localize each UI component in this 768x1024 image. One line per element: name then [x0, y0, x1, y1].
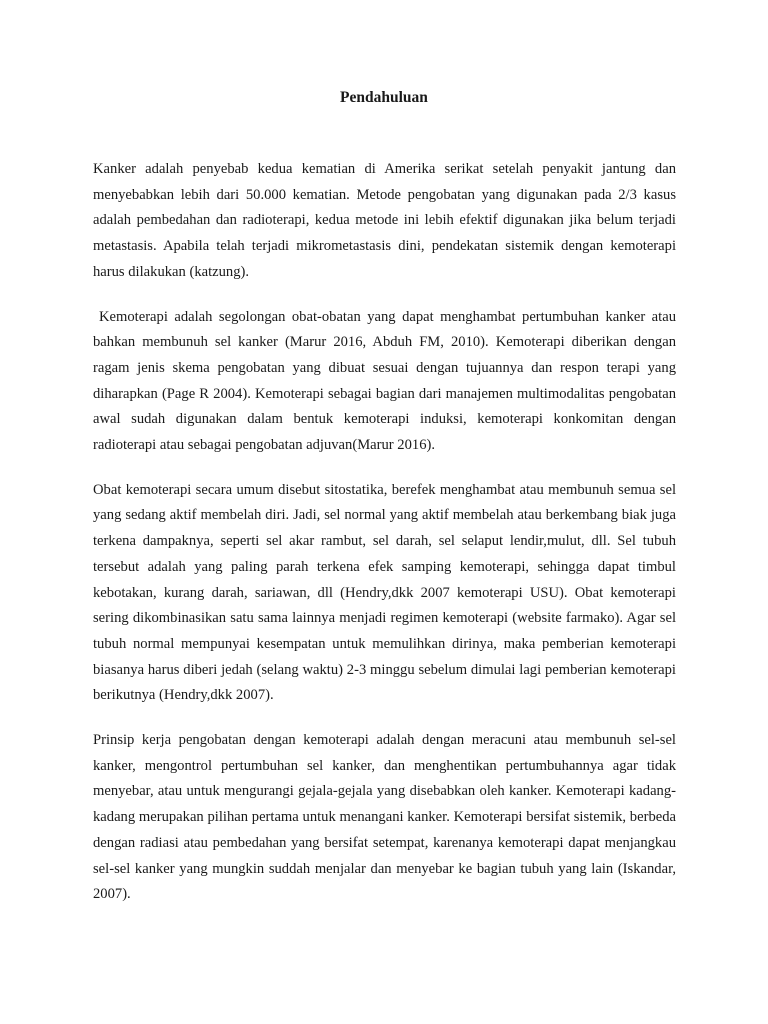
paragraph-chemotherapy-definition: Kemoterapi adalah segolongan obat-obatan yang dapat menghambat pertumbuhan kanker atau bahkan membunuh sel kanker (Marur 2016, Abduh FM, 2010). Kemoterapi diberikan dengan ragam jenis skema pengobatan yang dibuat sesuai dengan tujuannya dan respon terapi yang diharapkan (Page R 2004). Kemoterapi sebagai bagian dari manajemen multimodalitas pengobatan awal sudah digunakan dalam bentuk kemoterapi induksi, kemoterapi konkomitan dengan radioterapi atau sebagai pengobatan adjuvan(Marur 2016).: [93, 308, 676, 454]
paragraph-chemotherapy-drugs: Obat kemoterapi secara umum disebut sitostatika, berefek menghambat atau membunuh semua sel yang sedang aktif membelah diri. Jadi, sel normal yang aktif membelah atau berkembang biak juga terkena dampaknya, seperti sel akar rambut, sel darah, sel selaput lendir,mulut, dll. Sel tubuh tersebut adalah yang paling parah terkena efek samping kemoterapi, sehingga dapat timbul kebotakan, kurang darah, sariawan, dll (Hendry,dkk 2007 kemoterapi USU). Obat kemoterapi sering dikombinasikan satu sama lainnya menjadi regimen kemoterapi (website farmako). Agar sel tubuh normal mempunyai kesempatan untuk memulihkan dirinya, maka pemberian kemoterapi biasanya harus diberi jedah (selang waktu) 2-3 minggu sebelum dimulai lagi pemberian kemoterapi berikutnya (Hendry,dkk 2007).: [93, 481, 676, 704]
paragraph-chemotherapy-principle: Prinsip kerja pengobatan dengan kemoterapi adalah dengan meracuni atau membunuh sel-sel kanker, mengontrol pertumbuhan sel kanker, dan menghentikan pertumbuhannya agar tidak menyebar, atau untuk mengurangi gejala-gejala yang disebabkan oleh kanker. Kemoterapi kadang-kadang merupakan pilihan pertama untuk menangani kanker. Kemoterapi bersifat sistemik, berbeda dengan radiasi atau pembedahan yang bersifat setempat, karenanya kemoterapi dapat menjangkau sel-sel kanker yang mungkin suddah menjalar dan menyebar ke bagian tubuh yang lain (Iskandar, 2007).: [93, 732, 676, 903]
document-title: Pendahuluan: [340, 89, 428, 106]
document-body: [93, 157, 676, 927]
paragraph-introduction: Kanker adalah penyebab kedua kematian di Amerika serikat setelah penyakit jantung dan menyebabkan lebih dari 50.000 kematian. Metode pengobatan yang digunakan pada 2/3 kasus adalah pembedahan dan radioterapi, kedua metode ini lebih efektif digunakan jika belum terjadi metastasis. Apabila telah terjadi mikrometastasis dini, pendekatan sistemik dengan kemoterapi harus dilakukan (katzung).: [93, 161, 676, 280]
